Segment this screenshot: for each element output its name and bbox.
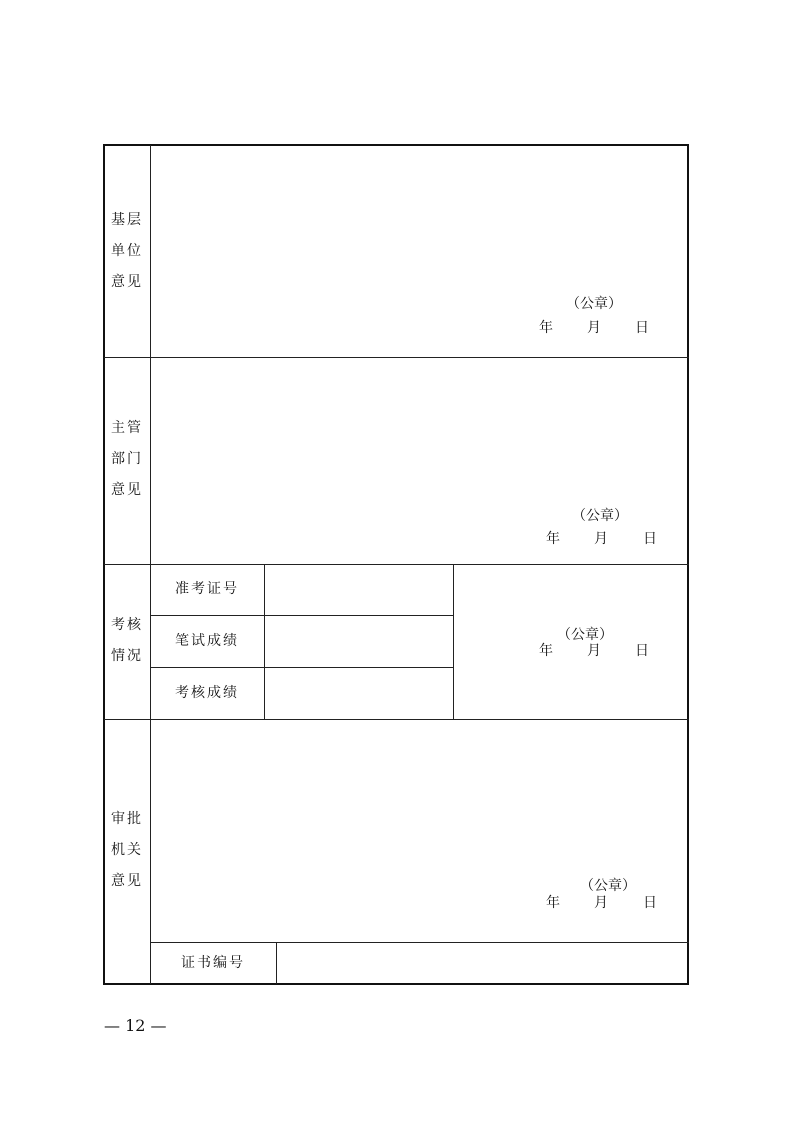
approval-year: 年 [546,895,560,911]
assessment-seal: （公章） [557,627,613,643]
label-line: 情况 [111,648,143,664]
competent-day: 日 [643,531,657,547]
approval-month: 月 [594,895,608,911]
competent-month: 月 [594,531,608,547]
assessment-seal-divider [453,564,454,719]
approval-day: 日 [643,895,657,911]
label-line: 审批 [111,811,143,827]
approval-seal: （公章） [580,878,636,894]
label-line: 意见 [111,482,143,498]
page-number: — 12 — [104,1016,167,1035]
competent-year: 年 [546,531,560,547]
section-divider-1 [104,357,689,358]
label-line: 意见 [111,873,143,889]
label-line: 考核 [111,617,143,633]
grassroots-month: 月 [587,320,601,336]
written-score-label: 笔试成绩 [175,633,239,649]
section-divider-3 [104,719,689,720]
label-line: 主管 [111,420,143,436]
assessment-month: 月 [587,643,601,659]
grassroots-day: 日 [635,320,649,336]
certificate-row-divider [150,942,689,943]
label-line: 基层 [111,212,143,228]
certificate-number-label: 证书编号 [181,955,245,971]
assessment-row-divider-1 [150,615,454,616]
admission-ticket-label: 准考证号 [175,581,239,597]
label-line: 部门 [111,451,143,467]
assessment-label [107,610,147,672]
grassroots-year: 年 [539,320,553,336]
certificate-label-divider [276,942,277,984]
approval-authority-opinion-label [107,804,147,897]
assessment-score-label: 考核成绩 [175,685,239,701]
assessment-label-divider [264,564,265,719]
assessment-year: 年 [539,643,553,659]
grassroots-opinion-label [107,205,147,298]
grassroots-seal: （公章） [566,296,622,312]
assessment-row-divider-2 [150,667,454,668]
section-divider-2 [104,564,689,565]
assessment-day: 日 [635,643,649,659]
competent-seal: （公章） [572,508,628,524]
label-line: 机关 [111,842,143,858]
competent-dept-opinion-label [107,413,147,506]
label-line: 单位 [111,243,143,259]
label-line: 意见 [111,274,143,290]
